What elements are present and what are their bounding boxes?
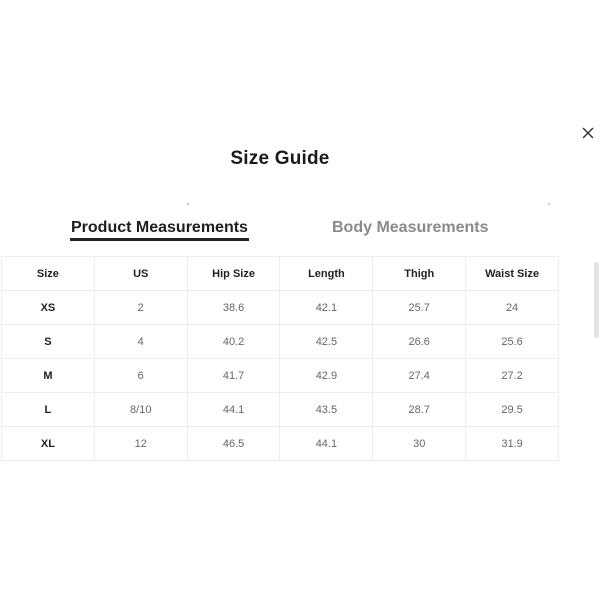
length-cell: 42.9: [280, 359, 373, 393]
thigh-cell: 30: [373, 427, 466, 461]
tab-product-measurements[interactable]: Product Measurements: [71, 219, 248, 236]
table-row: [2, 325, 559, 359]
table-row: [2, 291, 559, 325]
modal-title: Size Guide: [230, 148, 330, 169]
waist-size-cell: 27.2: [466, 359, 559, 393]
hip-size-cell: 46.5: [187, 427, 280, 461]
thigh-cell: 25.7: [373, 291, 466, 325]
header-hip-size: Hip Size: [187, 257, 280, 291]
length-cell: 42.5: [280, 325, 373, 359]
hip-size-cell: 40.2: [187, 325, 280, 359]
thigh-cell: 26.6: [373, 325, 466, 359]
size-cell: L: [2, 393, 95, 427]
header-waist-size: Waist Size: [466, 257, 559, 291]
size-table: [1, 256, 559, 461]
us-cell: 8/10: [94, 393, 187, 427]
table-row: [2, 359, 559, 393]
table-row: [2, 427, 559, 461]
waist-size-cell: 31.9: [466, 427, 559, 461]
length-cell: 42.1: [280, 291, 373, 325]
waist-size-cell: 24: [466, 291, 559, 325]
size-cell: XS: [2, 291, 95, 325]
size-cell: S: [2, 325, 95, 359]
us-cell: 6: [94, 359, 187, 393]
length-cell: 44.1: [280, 427, 373, 461]
hip-size-cell: 38.6: [187, 291, 280, 325]
us-cell: 2: [94, 291, 187, 325]
thigh-cell: 27.4: [373, 359, 466, 393]
table-row: [2, 393, 559, 427]
close-button[interactable]: [578, 123, 598, 143]
length-cell: 43.5: [280, 393, 373, 427]
active-tab-underline: [70, 238, 249, 241]
header-length: Length: [280, 257, 373, 291]
size-table-container: [1, 256, 560, 461]
size-cell: XL: [2, 427, 95, 461]
header-thigh: Thigh: [373, 257, 466, 291]
measurement-tabs: [0, 219, 560, 245]
waist-size-cell: 29.5: [466, 393, 559, 427]
header-us: US: [94, 257, 187, 291]
hip-size-cell: 41.7: [187, 359, 280, 393]
us-cell: 12: [94, 427, 187, 461]
close-icon: [582, 127, 594, 139]
scrollbar[interactable]: [594, 262, 599, 338]
divider-dot-left: [187, 203, 189, 205]
header-size: Size: [2, 257, 95, 291]
waist-size-cell: 25.6: [466, 325, 559, 359]
hip-size-cell: 44.1: [187, 393, 280, 427]
thigh-cell: 28.7: [373, 393, 466, 427]
table-header-row: [2, 257, 559, 291]
size-cell: M: [2, 359, 95, 393]
divider-dot-right: [548, 203, 550, 205]
us-cell: 4: [94, 325, 187, 359]
tab-body-measurements[interactable]: Body Measurements: [332, 219, 489, 236]
